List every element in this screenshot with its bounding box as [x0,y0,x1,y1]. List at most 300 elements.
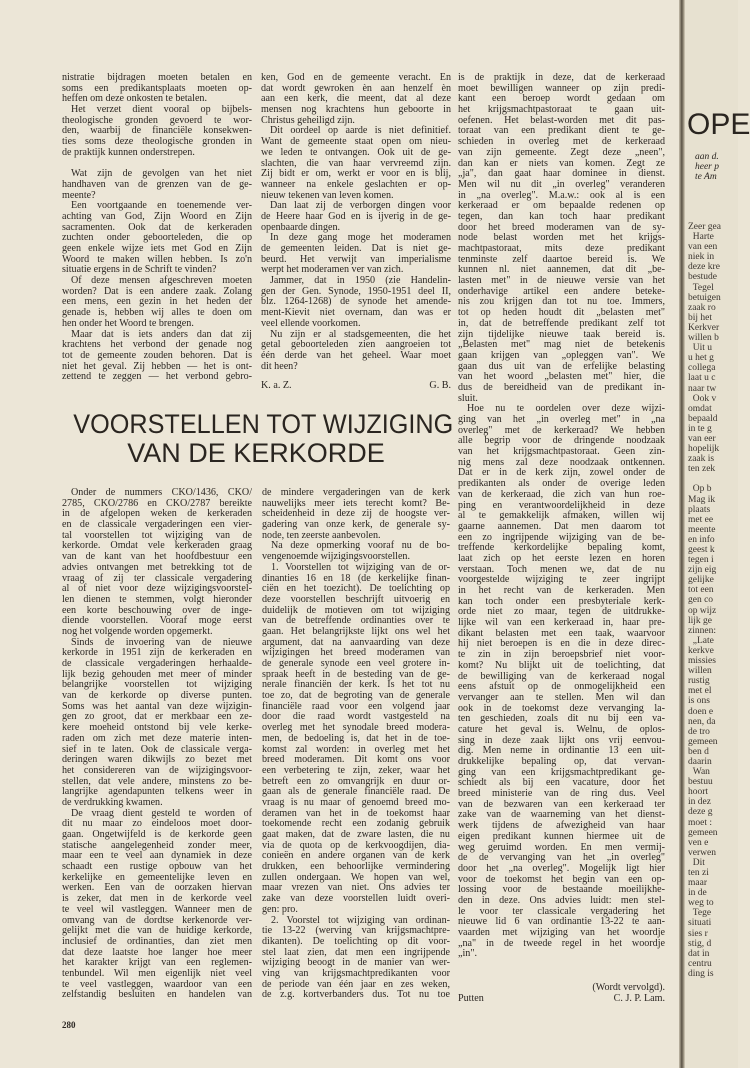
text-line: Een voortgaande en toenemende ver- [71,200,252,212]
text-line: het karakter krijgt van een reglemen- [62,957,252,969]
text-line: spraak heeft in de besteding van de ge- [262,668,450,680]
text-line: zake van de waarneming van het dienst- [458,809,665,821]
text-line: theologische gronden gevoerd te wor- [62,114,252,126]
text-line: Men wil nu dit „in overleg" veranderen [458,178,665,190]
text-line: beurd. Het verwijt van imperialisme [261,253,451,265]
text-line: een mens, een gezin in het heden der [62,296,252,308]
text-line: voor de toekomst het begin van een op- [458,873,665,885]
text-line: conieën en andere organen van de kerk [262,850,451,862]
text-line: duidelijk de motieven om tot wijziging [262,604,450,616]
text-line: hoort [688,787,709,798]
text-line: collega [688,363,716,374]
text-line: een zo ingrijpende wijziging van de be- [458,531,665,543]
text-line: achting van God, Zijn Woord en Zijn [62,210,252,222]
text-line: gen: pro. [262,903,298,915]
text-line: gaan. Het belangrijkste lijkt ons wel het [262,625,450,637]
text-line: verwen [688,847,716,858]
text-line: deze voorstellen beschrijft uitvoerig en [262,593,450,605]
text-line: is zeker, dat men in de kerkorde veel [62,893,252,905]
text-line: gaan krijgen van „opleggen van". We [458,349,665,361]
text-line: lijk bezig gehouden met meer of minder [62,668,252,680]
text-line: dig. Men neme in ordinantie 13 een uit- [458,745,665,757]
text-line: situatie ergens in de Schrift te vinden? [62,264,217,276]
text-line: de periode van één jaar en zes weken, [262,978,450,990]
text-line: situati [688,918,712,929]
text-line: in dez [688,797,711,808]
article-column-2 [262,488,450,1001]
text-line: ten geschieden, zoals dit nu bij een va- [458,713,665,725]
text-line: zijn tijdelijke nieuwe taak bereid is. [458,328,665,340]
top-column-2 [261,73,451,372]
text-line: nauwelijks meer iets terecht komt? Be- [262,497,450,509]
text-line: hopelijk [688,444,720,455]
text-line: Christus geheiligd zijn. [261,114,355,126]
paragraph [262,916,450,1002]
subtitle-line: heer p [695,162,720,172]
text-line: Dit oordeel op aarde is niet definitief. [270,125,451,137]
text-line: len dienen te stemmen, volgt hieronder [62,593,252,605]
text-line: geest k [688,545,715,555]
paragraph [261,73,451,126]
text-line: overleg met het synodale breed modera- [262,722,450,734]
text-line: de classicale vergaderingen herhaalde- [62,658,252,669]
text-line: diende voorstellen. Vooraf moge eerst [62,615,253,627]
text-line: drukkelijke bepaling op, dat vervan- [458,756,665,767]
text-line: gaan. Ongetwijfeld is de kerkorde geen [62,829,252,840]
text-line: niet het geval. Zij hebben — het is ont- [62,360,252,372]
text-line: tot een [688,585,714,596]
text-line: krachtens het verbond der genade nog [62,339,252,351]
text-line: ving van krijgsmachtpredikanten voor [262,967,451,979]
text-line: laat u c [688,373,716,384]
text-line: gemeen [688,736,718,747]
text-line: gen zo groot, dat er merkbaar een ze- [62,711,252,723]
text-line: ben d [688,746,709,757]
title-line-1: VOORSTELLEN TOT WIJZIGING [73,409,454,439]
text-line: zijn eig [688,565,717,576]
text-line: raden om zich met deze materie inten- [62,732,252,744]
text-line: van de kerkeraad, die zich van hun roe- [458,488,665,500]
text-line: statische aangelegenheid zonder meer, [62,839,252,851]
text-line: verstaan. Toch menen we, dat de nu [458,563,665,575]
text-line: dinanties 16 en 18 (de kerkelijke finan- [262,572,450,584]
text-line: Na deze opmerking vooraf nu de bo- [271,540,450,552]
text-line: meente [688,524,716,535]
text-line: kerkorde in 1951 zijn de kerkeraden en [62,647,252,659]
text-line: hen onder het Woord te brengen. [62,317,194,329]
text-line: een korte beschouwing over de inge- [62,604,252,616]
text-line: kere moeheid ontstond bij vele kerke- [62,722,252,734]
text-line: in te g [688,423,712,434]
text-line: in het recht van de kerkeraden. Men [458,585,666,596]
text-line: ten zi [688,868,709,878]
article-column-3 [458,73,665,960]
text-line: voorgestelde wijziging te zeer ingrijpt [458,574,665,586]
paragraph [458,404,665,960]
text-line: van zijn gemeente. Zegt deze „neen", [458,146,665,158]
text-line: worden? Dat is een andere zaak. Zolang [62,285,252,297]
text-line: in de [688,888,707,899]
text-line: zuchten onder geboorteleden, die op [62,232,252,244]
text-line: le voor ter classicale vergadering het [458,905,665,917]
right-page-text [688,222,721,979]
text-line: komst zal worden: in overleg met het [262,743,450,755]
text-line: 1. Voorstellen tot wijziging van de or- [271,561,450,573]
text-line: missies [688,656,716,667]
paragraph [262,563,450,916]
text-line: lossing voor de bestaande moeilijkhe- [458,884,665,896]
text-line: van eer [688,433,716,444]
text-line: laat zich op het eerste lezen en horen [458,552,665,564]
text-line: genade is, hebben wij alles te doen om [62,307,252,319]
text-line: bij het [688,312,713,323]
text-line: Jammer, dat in 1950 (zie Handelin- [270,275,451,287]
text-line: bepaald [688,413,718,424]
text-line: daarin [688,756,712,767]
text-line: Op b [688,484,712,495]
text-line: moet bewilligen wanneer op zijn predi- [458,82,665,94]
text-line: Uit u [688,343,713,354]
text-line: zaak is [688,454,715,465]
text-line: ook in de toekomst deze vervanging la- [458,702,665,714]
text-line: door het „na overleg". Mogelijk ligt hier [458,862,665,874]
text-line: getal geboorteleden zien aangroeien tot [261,339,451,351]
text-line: te zin in zijn beroepsbrief niet voor- [458,649,666,661]
text-line: vraag is nu maar of genoemd breed mo- [262,796,450,808]
text-line: De vraag dient gesteld te worden of [71,807,252,819]
text-line: te veel wil vastleggen. Wanneer men de [62,903,252,915]
paragraph [262,541,450,562]
text-line: node, ten zeerste aanbevolen. [262,529,381,541]
text-line: door het breed moderamen van de sy- [458,221,665,233]
text-line: vraag of zij ter classicale vergadering [62,572,252,584]
article-title [60,410,452,468]
text-line: „na" in de tweede regel in het woordje [458,937,665,949]
text-line: deramen van het in de toekomst haar [262,807,450,819]
text-line: tot op heden houdt dit „belasten met" [458,307,665,319]
text-line: de generale synode een veel grotere in- [262,658,450,669]
text-line: nerale financiën der kerk. Is het tot nu [262,679,450,691]
text-line: Het verzet dient vooral op bijbels- [71,104,252,116]
text-line: gadering van onze kerk, de generale sy- [262,519,450,531]
text-line: eigen predikant kunnen hiermee uit de [458,830,665,842]
text-line: toe zo, dat de begroting van de generale [262,690,450,702]
text-line: Nu zijn er al stadsgemeenten, die het [270,328,451,340]
text-line: maar [688,878,707,889]
text-line: bestuu [688,777,713,788]
text-line: kerkelijke en gemeentelijke leven en [62,871,252,883]
text-line: nog het volgende worden opgemerkt. [62,625,213,637]
text-line: nieuw tekenen van leven komen. [261,189,394,201]
text-line: door die raad wordt vastgesteld na [262,711,450,723]
text-line: cature het geval is. Welnu, de oplos- [458,723,665,735]
text-line: van het krijgsmachtpastoraat. Geen zin- [458,446,665,458]
text-line: kant een beroep wordt gedaan om [458,93,665,105]
text-line: van de bezwaren van een kerkeraad ter [458,798,665,810]
text-line: Want de gemeente staat open om nieu- [261,136,451,148]
text-line: kerkorde. Omdat vele kerkeraden graag [62,540,252,552]
text-line: eens afstuit op de onmogelijkheid een [458,681,665,693]
text-line: naar tw [688,383,717,394]
text-line: u het g [688,353,714,364]
text-line: breed ministerie van de ring dus. Veel [458,788,665,800]
subtitle-line: te Am [695,172,717,182]
text-line: in de afgelopen weken de kerkeraden [62,508,252,520]
text-line: de de vervanging van het „in overleg" [458,852,665,864]
text-line: alle begrip voor de dringende noodzaak [458,435,665,447]
text-line: langrijke agendapunten telkens weer in [62,786,252,798]
text-line: werpt het moderamen ver van zich. [261,264,404,276]
text-line: gen der Gen. Synode, 1950-1951 deel II, [261,285,451,297]
text-line: aan een kerk, die meent, dat al deze [261,93,451,105]
text-line: met ee [688,514,714,525]
text-line: onderhavige artikel een andere beteke- [458,285,665,297]
text-line: Onder de nummers CKO/1436, CKO/ [71,487,252,498]
text-line: kan toch onder een presbyteriale kerk- [458,595,665,607]
text-line: tenbundel. Wil men eigenlijk niet veel [62,967,252,979]
text-line: den, waarbij de financiële konsekwen- [62,125,252,137]
paragraph [62,201,252,276]
text-line: van de kant van het hoofdbestuur een [62,551,252,563]
text-line: stig, d [688,938,712,949]
text-line: breed moderamen. Dit komt ons voor [262,754,450,766]
paragraph [261,126,451,201]
right-page-subtitle [695,152,719,182]
article-column-1 [62,488,252,1001]
text-line: slachten, die van haar vervreemd zijn. [261,157,451,169]
text-line: orde niet zo maar, tegen de uitdrukke- [458,606,665,618]
text-line: stellen, dat vele andere, minstens zo be- [62,775,252,787]
text-line: In deze gang moge het moderamen [270,232,451,244]
text-line: Tegel [688,282,714,293]
text-line: maar vrezen van niet. Ons advies ter [262,882,450,894]
text-line: dus de bereidheid van de predikant in- [458,381,666,393]
text-line: willen [688,666,712,677]
text-line: gelijke [688,575,714,586]
text-line: lasten met" in de nieuwe versie van het [458,275,665,287]
text-line: Zeer gea [688,222,721,232]
text-line: niek in [688,252,715,263]
text-line: Maar dat is iets anders dan dat zij [71,328,252,340]
text-line: ping en verantwoordelijkheid in deze [458,499,665,511]
text-line: den in deze. Ons advies luidt: men stel- [458,894,665,906]
subtitle-line: aan d. [695,152,719,162]
text-line: doen e [688,706,714,717]
text-line: in „na overleg". M.a.w.: ook al is een [458,189,665,201]
page-number: 280 [62,1020,76,1030]
text-line: omdat [688,403,712,414]
text-line: node belast worden met het krijgs- [458,232,665,244]
text-line: te veel vastleggen, waardoor van een [62,978,252,990]
text-line: heffen om deze onkosten te betalen. [62,93,207,105]
text-line: schieden in overleg met de kerkeraad [458,136,665,148]
text-line: de z.g. kortverbanders dus. Tot nu toe [262,989,450,1001]
author-place: Putten [458,992,484,1004]
text-line: we leden te ontvangen. Ook uit de ge- [261,146,451,158]
text-line: Woord te maken willen hebben. Is zo'n [62,253,252,265]
text-line: Hoe nu te oordelen over deze wijzi- [467,403,665,415]
text-line: 2785, CKO/2786 en CKO/2787 bereikte [62,497,252,509]
text-line: gaat maken, dat de zware lasten, die nu [262,829,450,840]
text-line: ging van een krijgsmachtpredikant ge- [458,766,666,778]
top-column-1 [62,73,252,383]
text-line: ven e [688,837,709,848]
signature-right: G. B. [429,380,451,391]
text-line: inclusief de ordinanties, dan ziet men [62,935,253,947]
text-line: belangrijke voorstellen tot wijziging [62,679,252,691]
text-line: kunnen nl. niet aannemen, dat dit „be- [458,264,665,276]
text-line: Dat er in de kerk zijn, zowel onder de [458,467,666,479]
text-line: de mindere vergaderingen van de kerk [262,487,450,498]
right-page-fragment [685,0,750,1068]
text-line: gaan dus uit van de erfelijke belasting [458,360,665,372]
text-line: geen enkele wijze iets met God en Zijn [62,243,252,254]
text-line: via de quota op de kerkvoogdijen, dia- [262,839,450,851]
text-line: vervanger aan te stellen. Men wil dan [458,691,665,703]
text-line: nieuwe lid 6 van ordinantie 13-22 te aan- [458,916,665,928]
text-line: de bewilliging van de kerkeraad nogal [458,670,665,682]
text-line: betreft een zo omvangrijk en duur or- [262,775,450,787]
text-line: op wijz [688,605,717,616]
text-line: gaarne aannemen. Dat men daarom tot [458,520,665,532]
text-line: „in". [458,948,477,960]
paragraph [261,330,451,373]
paragraph [62,809,252,1001]
text-line: weg to [688,898,714,909]
text-line: treffende kerkordelijke bepaling komt, [458,542,665,554]
text-line: één derde van het geheel. Waar moet [261,349,451,361]
text-line: sief in te laten. Ook de classicale verga- [62,743,253,755]
text-line: een verbetering te zijn, zeker, waar het [262,764,450,776]
title-line-2: VAN DE KERKORDE [127,438,385,468]
text-line: schaadt een rustige opbouw van het [62,861,252,873]
right-page-heading: OPE [687,108,750,141]
text-line: „Late [688,635,714,646]
text-line: is de praktijk in deze, dat de kerkeraad [458,72,665,83]
text-line: dat wordt gewroken èn aan henzelf èn [261,82,451,94]
text-line: willen b [688,333,719,344]
paragraph [62,330,252,383]
signature-left: K. a. Z. [261,380,292,391]
text-line: Soms was het aantal van deze wijzigin- [62,700,252,712]
text-line: tot de gemeente zouden behoren. Dat is [62,349,252,361]
text-line: financiële raad voor een volgend jaar [262,700,450,712]
text-line: lijk ge [688,615,713,626]
text-line: gemeen [688,827,718,838]
text-line: dikanten). De toelichting op dit voor- [262,935,450,947]
text-line: weg geruimd worden. En men vermij- [458,841,665,853]
text-line: dat deze laatste hoe langer hoe meer [62,946,252,958]
text-line: ciën en het toezicht). De toelichting op [262,583,450,595]
text-line: toekomende recht een zodanig gebruik [262,818,450,830]
text-line: ging van het „in overleg met" in „na [458,414,665,425]
text-line: en info [688,534,715,545]
text-line: de verdrukking kwamen. [62,796,163,808]
paragraph [62,105,252,158]
text-line: argument, dat na aanvaarding van deze [262,636,450,648]
text-line: Dan laat zij de verborgen dingen voor [270,200,451,212]
text-line: gen co [688,595,714,606]
text-line: betuigen [688,292,721,303]
text-line: de gemeenten leiden. Dat is niet ge- [261,243,451,254]
paragraph [62,638,252,809]
text-line: van het woord „belasten met" hier, die [458,371,665,383]
text-line: zelfstandig besluiten en handelen van [62,989,252,1001]
text-line: „Belasten met" mag niet de betekenis [458,339,665,351]
text-line: handhaven van de grenzen van de ge- [62,178,252,190]
text-line: dan kan er niets van komen. Zegt ze [458,157,665,169]
author-name: C. J. P. Lam. [613,992,665,1004]
text-line: plaats [688,504,711,515]
text-line: wanneer na enkele geslachten er op- [261,178,452,190]
paragraph [62,169,252,201]
text-line: het considereren van de wijzigingsvoor- [62,764,252,776]
text-line: met el [688,686,712,697]
text-line: Tege [688,908,712,919]
text-line: nistratie bijdragen moeten betalen en [62,72,252,83]
text-line: ding is [688,968,714,979]
text-line: tegen, dan kan toch haar predikant [458,210,665,222]
text-line: zettend te zeggen — het verbond gebro- [62,371,252,383]
text-line: schiedt als bij een vacature, door het [458,777,665,789]
text-line: nis zou krijgen dan tot nu toe. Immers, [458,296,665,308]
text-line: omvang van de dordtse kerkenorde ver- [62,914,252,926]
text-line: Wan [688,767,710,778]
text-line: Ook v [688,393,717,404]
text-line: werken. Een van de oorzaken hiervan [62,882,252,894]
text-line: deringen waren dikwijls zo bezet met [62,754,252,766]
text-line: sies r [688,928,708,939]
text-line: gaan als de generale financiële raad. De [262,786,450,798]
text-line: advies ontvangen met betrekking tot de [62,561,252,573]
paragraph [62,488,252,638]
text-line: soms een predikantsplaats moeten op- [62,82,253,94]
paragraph [261,276,451,329]
paragraph [62,73,252,105]
text-line: dit nu maar zo eindeloos moet door- [62,818,252,830]
text-line: wijziging beoogt in de manier van wer- [262,957,450,969]
text-line: het krijgsmachtpastoraat te gaan uit- [458,104,665,116]
text-line: hij niet beroepen is en die in deze direc- [458,638,665,650]
text-line [688,474,721,484]
text-line: zaak ro [688,302,716,313]
text-line: tegen i [688,555,714,566]
text-line: kerkve [688,645,714,656]
text-line: blz. 1264-1268) de synode het amende- [261,296,451,308]
text-line: sacramenten. Ook dat de kerkeraden [62,221,252,233]
text-line: in, dat de betreffende predikant zelf tot [458,317,665,329]
text-line: Zij bidt er om, werkt er voor en is blij, [261,168,451,180]
text-line: ment-Kievit niet overnam, dan was er [261,307,451,319]
text-line: overleg" met de kerkeraad? We hebben [458,424,665,436]
text-line: is ons [688,696,710,707]
text-line: de praktijk kunnen onderstrepen. [62,146,195,158]
text-line: nig mens zal deze noodzaak ontkennen. [458,456,665,468]
text-line: Dit [688,857,705,868]
text-line: predikanten als onder de overige leden [458,478,665,490]
text-line: Sinds de invoering van de nieuwe [71,636,252,648]
text-line: Wat zijn de gevolgen van het niet [71,168,252,180]
text-line: sing in deze zaak lijkt ons vrij eenvou- [458,734,665,746]
text-line: Kerkver [688,322,720,333]
continued-note: (Wordt vervolgd). [592,982,665,993]
paragraph [262,488,450,541]
text-line: dat in [688,948,710,959]
text-line: Harte [688,232,714,243]
paragraph [62,276,252,329]
text-line: oefenen. Het belast-worden met dit pas- [458,114,665,126]
article-footer [458,983,665,1004]
